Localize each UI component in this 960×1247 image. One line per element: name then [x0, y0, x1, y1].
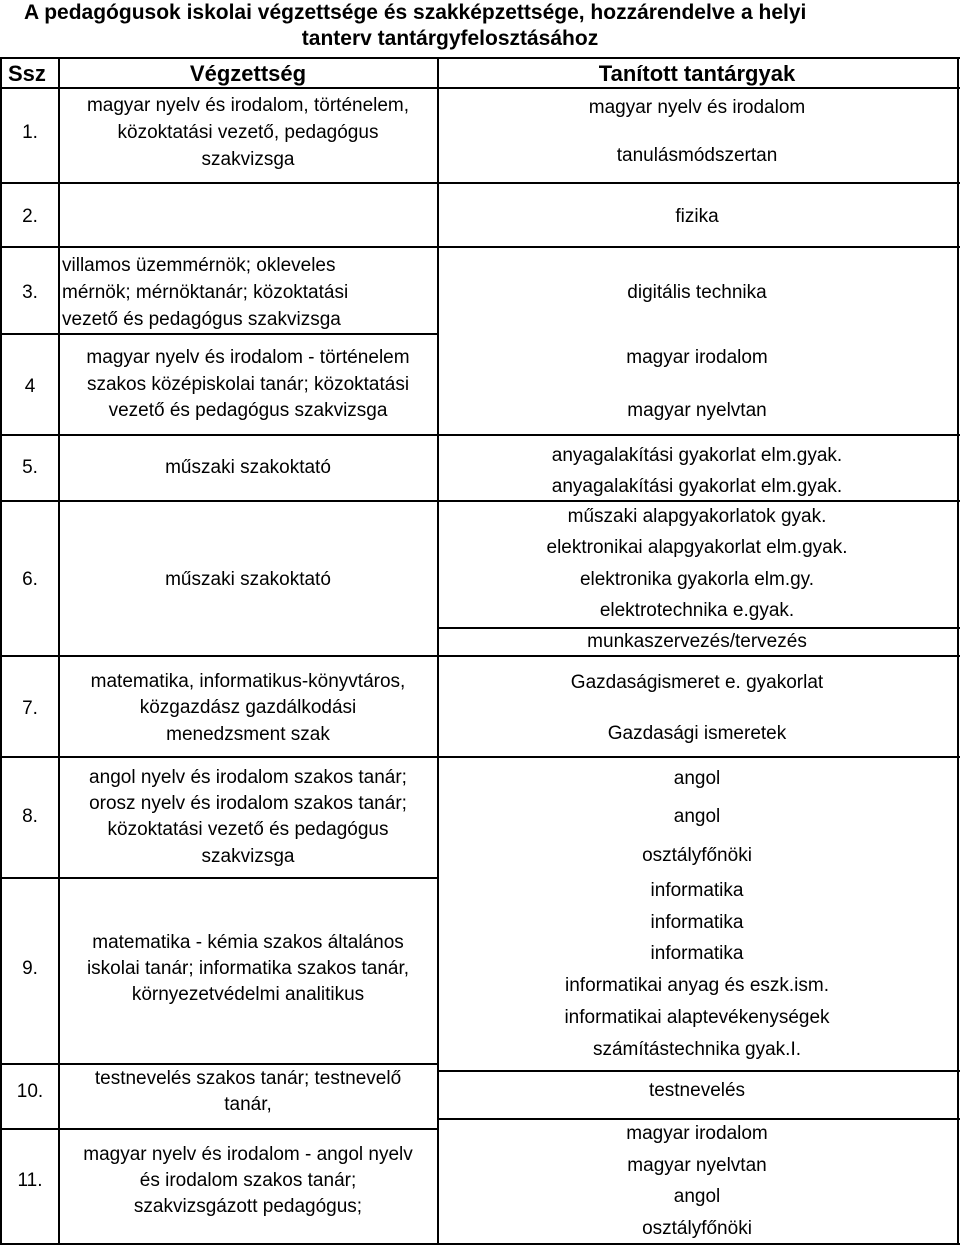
degree-line: orosz nyelv és irodalom szakos tanár;: [89, 793, 407, 814]
subject-line: angol: [673, 768, 721, 789]
row-number: 7.: [22, 698, 38, 719]
row-divider-partial: [438, 1070, 960, 1072]
subject-line: elektronikai alapgyakorlat elm.gyak.: [546, 537, 848, 558]
subject-line: magyar irodalom: [626, 1123, 768, 1144]
degree-line: közoktatási vezető, pedagógus: [117, 122, 379, 143]
degree-line: mérnök; mérnöktanár; közoktatási: [62, 282, 349, 303]
row-divider: [0, 655, 960, 657]
row-number: 4: [24, 376, 36, 397]
subject-line: informatikai anyag és eszk.ism.: [565, 975, 829, 996]
subject-line: műszaki alapgyakorlatok gyak.: [567, 506, 827, 527]
degree-line: magyar nyelv és irodalom - történelem: [86, 347, 410, 368]
row-number: 10.: [16, 1081, 44, 1102]
header-tantargyak: Tanított tantárgyak: [598, 61, 796, 86]
column-divider: [437, 57, 439, 1245]
header-ssz: Ssz: [8, 61, 46, 86]
subject-line: fizika: [675, 206, 719, 227]
row-number: 2.: [22, 206, 38, 227]
subject-line: informatikai alaptevékenységek: [564, 1007, 830, 1028]
subject-line: elektrotechnika e.gyak.: [599, 600, 795, 621]
row-divider-partial: [438, 627, 960, 629]
row-divider-partial: [0, 333, 438, 335]
subject-line: informatika: [650, 943, 744, 964]
degree-line: szakvizsga: [201, 846, 295, 867]
row-divider: [0, 246, 960, 248]
table-left-border: [0, 57, 2, 1245]
subject-line: Gazdaságismeret e. gyakorlat: [570, 672, 824, 693]
degree-line: testnevelés szakos tanár; testnevelő: [94, 1068, 402, 1089]
row-divider: [0, 1243, 960, 1245]
subject-line: informatika: [650, 880, 744, 901]
degree-line: villamos üzemmérnök; okleveles: [62, 255, 336, 276]
subject-line: Gazdasági ismeretek: [607, 723, 787, 744]
row-divider-partial: [0, 500, 438, 502]
degree-line: matematika - kémia szakos általános: [92, 932, 404, 953]
subject-line: angol: [673, 806, 721, 827]
degree-line: és irodalom szakos tanár;: [139, 1170, 357, 1191]
subject-line: testnevelés: [648, 1080, 746, 1101]
subject-line: tanulásmódszertan: [616, 145, 778, 166]
row-number: 6.: [22, 569, 38, 590]
degree-line: közgazdász gazdálkodási: [139, 697, 357, 718]
row-divider-partial: [0, 1128, 438, 1130]
subject-line: angol: [673, 1186, 721, 1207]
degree-line: közoktatási vezető és pedagógus: [107, 819, 389, 840]
header-bottom-border: [0, 87, 960, 89]
row-divider: [0, 434, 960, 436]
degree-line: matematika, informatikus-könyvtáros,: [90, 671, 406, 692]
row-divider-partial: [0, 877, 438, 879]
subject-line: számítástechnika gyak.I.: [592, 1039, 802, 1060]
degree-line: környezetvédelmi analitikus: [131, 984, 365, 1005]
header-vegzettseg: Végzettség: [189, 61, 307, 86]
row-number: 11.: [17, 1170, 43, 1191]
row-number: 1.: [22, 122, 38, 143]
subject-line: magyar irodalom: [626, 347, 768, 368]
degree-line: szakvizsgázott pedagógus;: [133, 1196, 363, 1217]
degree-line: vezető és pedagógus szakvizsga: [62, 309, 341, 330]
degree-line: műszaki szakoktató: [165, 569, 331, 590]
subject-line: magyar nyelv és irodalom: [588, 97, 806, 118]
subject-line: informatika: [650, 912, 744, 933]
row-number: 5.: [22, 457, 38, 478]
subject-line: munkaszervezés/tervezés: [587, 631, 807, 652]
row-number: 8.: [22, 806, 38, 827]
document-title-line1: A pedagógusok iskolai végzettsége és szakképzettsége, hozzárendelve a helyi: [24, 1, 807, 24]
degree-line: tanár,: [224, 1094, 272, 1115]
subject-line: magyar nyelvtan: [627, 1155, 767, 1176]
degree-line: menedzsment szak: [166, 724, 330, 745]
subject-line: digitális technika: [627, 282, 767, 303]
table-top-border: [0, 57, 960, 59]
table-right-border: [957, 57, 959, 1245]
degree-line: szakos középiskolai tanár; közoktatási: [86, 374, 410, 395]
row-divider-partial: [0, 1063, 438, 1065]
degree-line: szakvizsga: [201, 149, 295, 170]
row-number: 3.: [22, 282, 38, 303]
subject-line: anyagalakítási gyakorlat elm.gyak.: [551, 476, 843, 497]
degree-line: vezető és pedagógus szakvizsga: [108, 400, 388, 421]
row-divider-partial: [438, 1118, 960, 1120]
subject-line: magyar nyelvtan: [627, 400, 767, 421]
degree-line: iskolai tanár; informatika szakos tanár,: [86, 958, 410, 979]
subject-line: anyagalakítási gyakorlat elm.gyak.: [551, 445, 843, 466]
degree-line: műszaki szakoktató: [165, 457, 331, 478]
row-number: 9.: [22, 958, 38, 979]
document-title-line2: tanterv tantárgyfelosztásához: [301, 27, 599, 50]
column-divider: [58, 57, 60, 1245]
row-divider: [0, 182, 960, 184]
degree-line: magyar nyelv és irodalom - angol nyelv: [83, 1144, 413, 1165]
degree-line: angol nyelv és irodalom szakos tanár;: [89, 767, 407, 788]
subject-line: elektronika gyakorla elm.gy.: [579, 569, 815, 590]
degree-line: magyar nyelv és irodalom, történelem,: [86, 95, 410, 116]
subject-line: osztályfőnöki: [642, 1218, 752, 1239]
subject-line: osztályfőnöki: [642, 845, 752, 866]
row-divider-partial: [438, 500, 960, 502]
row-divider: [0, 756, 960, 758]
